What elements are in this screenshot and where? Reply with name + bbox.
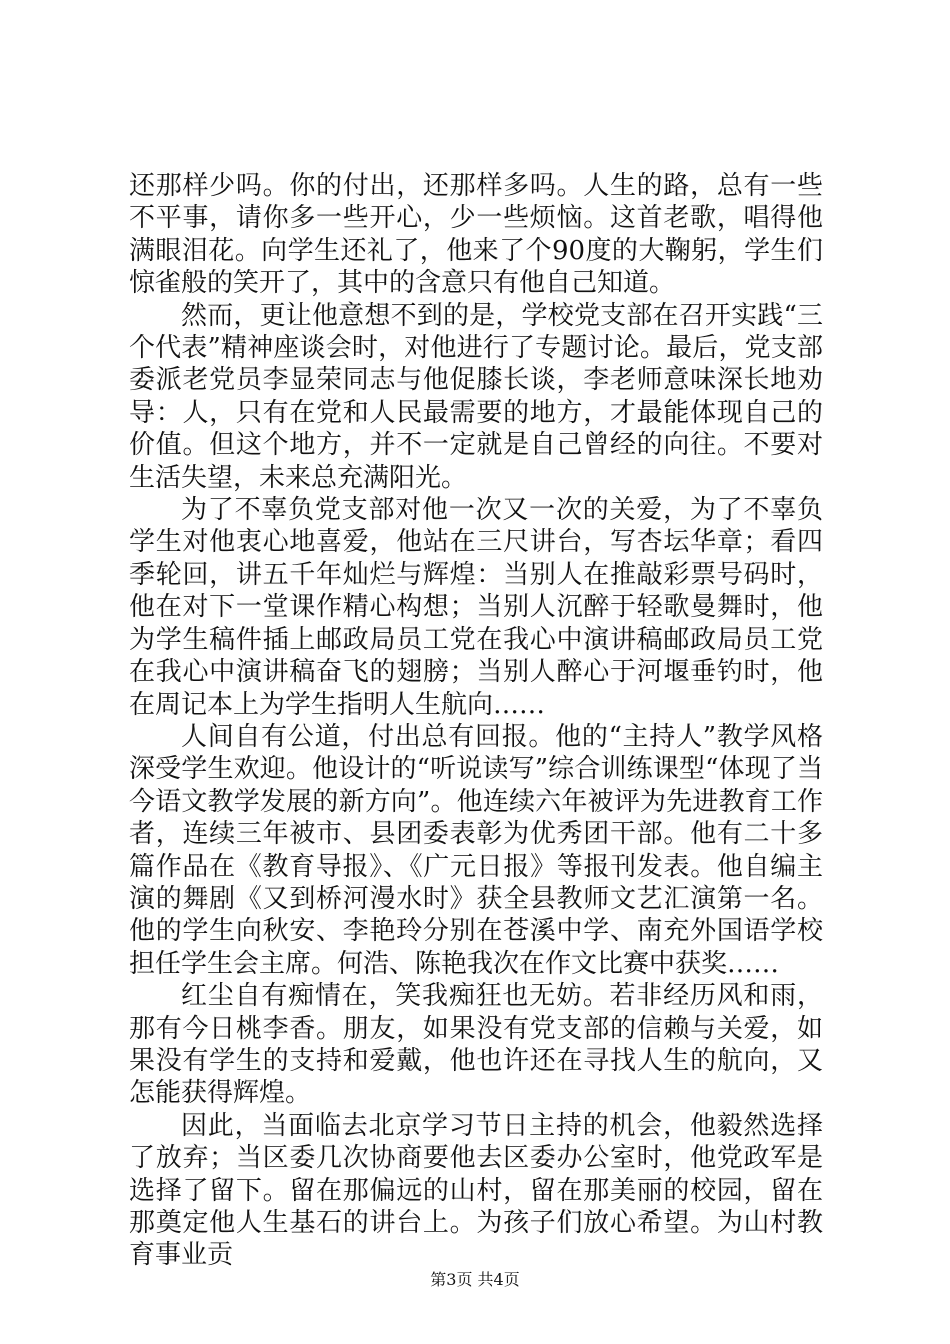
- paragraph-1: 还那样少吗。你的付出，还那样多吗。人生的路，总有一些不平事，请你多一些开心，少一些烦恼。这首老歌，唱得他满眼泪花。向学生还礼了，他来了个90度的大鞠躬，学生们惊雀般的笑开了，其中的含意只有他自己知道。: [129, 171, 823, 299]
- paragraph-6: 因此，当面临去北京学习节日主持的机会，他毅然选择了放弃；当区委几次协商要他去区委办公室时，他党政军是选择了留下。留在那偏远的山村，留在那美丽的校园，留在那奠定他人生基石的讲台上。为孩子们放心希望。为山村教育事业贡: [129, 1110, 823, 1271]
- body-text: [129, 170, 823, 1272]
- paragraph-2: 然而，更让他意想不到的是，学校党支部在召开实践“三个代表”精神座谈会时，对他进行了专题讨论。最后，党支部委派老党员李显荣同志与他促膝长谈，李老师意味深长地劝导：人，只有在党和人民最需要的地方，才最能体现自己的价值。但这个地方，并不一定就是自己曾经的向往。不要对生活失望，未来总充满阳光。: [129, 300, 823, 493]
- paragraph-5: 红尘自有痴情在，笑我痴狂也无妨。若非经历风和雨，那有今日桃李香。朋友，如果没有党支部的信赖与关爱，如果没有学生的支持和爱戴，他也许还在寻找人生的航向，又怎能获得辉煌。: [129, 981, 823, 1109]
- paragraph-3: 为了不辜负党支部对他一次又一次的关爱，为了不辜负学生对他衷心地喜爱，他站在三尺讲台，写杏坛华章；看四季轮回，讲五千年灿烂与辉煌：当别人在推敲彩票号码时，他在对下一堂课作精心构想；当别人沉醉于轻歌曼舞时，他为学生稿件插上邮政局员工党在我心中演讲稿邮政局员工党在我心中演讲稿奋飞的翅膀；当别人醉心于河堰垂钓时，他在周记本上为学生指明人生航向……: [129, 495, 823, 720]
- paragraph-4: 人间自有公道，付出总有回报。他的“主持人”教学风格深受学生欢迎。他设计的“听说读写”综合训练课型“体现了当今语文教学发展的新方向”。他连续六年被评为先进教育工作者，连续三年被市、县团委表彰为优秀团干部。他有二十多篇作品在《教育导报》、《广元日报》等报刊发表。他自编主演的舞剧《又到桥河漫水时》获全县教师文艺汇演第一名。他的学生向秋安、李艳玲分别在苍溪中学、南充外国语学校担任学生会主席。何浩、陈艳我次在作文比赛中获奖……: [129, 721, 823, 979]
- page-number-footer: 第3页 共4页: [430, 1270, 520, 1289]
